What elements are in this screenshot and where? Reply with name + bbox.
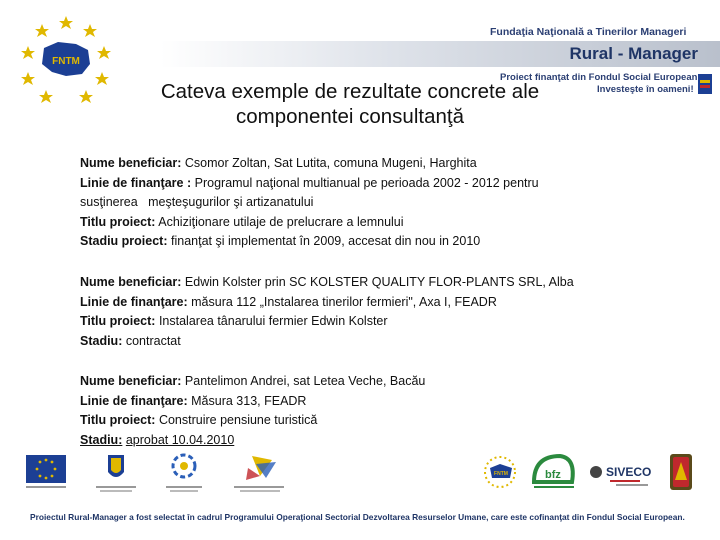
project-title-value: Instalarea tânarului fermier Edwin Kolster	[158, 314, 388, 328]
project-title-label: Titlu proiect:	[80, 413, 156, 427]
stage-value: contractat	[125, 333, 181, 348]
financing-label: Linie de finanţare:	[80, 393, 188, 408]
bfz-logo-text: bfz	[545, 469, 561, 481]
project-stage-row	[80, 232, 680, 252]
siveco-logo-text: SIVECO	[606, 465, 652, 479]
footer-disclaimer: Proiectul Rural-Manager a fost selectat în cadrul Programului Operaţional Sectorial Dezvoltarea Resurselor Umane, care este cofinanţat din Fondul Social European.	[30, 512, 685, 522]
beneficiary-label: Nume beneficiar:	[80, 275, 182, 289]
slide-title-line1: Cateva exemple de rezultate concrete ale	[160, 80, 540, 103]
fntm-small-logo-text: FNTM	[494, 471, 508, 477]
financing-label: Linie de finanţare :	[80, 175, 192, 190]
beneficiary-label: Nume beneficiar:	[80, 374, 182, 388]
program-title: Rural - Manager	[569, 44, 698, 63]
partner-logos-strip	[20, 452, 710, 502]
project-stage-label: Stadiu proiect:	[80, 234, 168, 248]
stage-label: Stadiu:	[80, 333, 123, 348]
stage-value: aprobat 10.04.2010	[125, 432, 235, 447]
project-title-value: Construire pensiune turistică	[158, 413, 318, 427]
coat-of-arms-icon	[96, 455, 136, 492]
financing-value: Măsura 313, FEADR	[191, 393, 307, 408]
amposdru-logo-icon	[166, 455, 202, 492]
project-title-label: Titlu proiect:	[80, 214, 156, 229]
project-title-value: Achiziţionare utilaje de prelucrare a lemnului	[158, 214, 404, 229]
beneficiary-value: Edwin Kolster prin SC KOLSTER QUALITY FLOR-PLANTS SRL, Alba	[184, 275, 574, 289]
project-title-row	[80, 213, 680, 233]
beneficiary-label: Nume beneficiar:	[80, 156, 182, 170]
example-block-1	[80, 154, 680, 252]
beneficiary-value: Pantelimon Andrei, sat Letea Veche, Bacău	[184, 374, 426, 388]
financing-value: măsura 112 „Instalarea tinerilor fermieri", Axa I, FEADR	[191, 294, 497, 309]
financing-row-cont: susţinerea meşteşugurilor şi artizanatului	[80, 195, 314, 209]
eu-flag-icon	[26, 455, 66, 488]
beneficiary-value: Csomor Zoltan, Sat Lutita, comuna Mugeni, Harghita	[184, 156, 477, 170]
partner-emblem-icon	[670, 454, 692, 490]
financing-label: Linie de finanţare:	[80, 294, 188, 309]
project-title-label: Titlu proiect:	[80, 314, 156, 328]
project-title-row	[80, 312, 680, 332]
financing-row	[80, 392, 680, 412]
stage-row	[80, 332, 680, 352]
esf-flag-icon	[698, 74, 712, 94]
stage-row	[80, 431, 680, 451]
example-block-2	[80, 273, 680, 351]
project-title-row	[80, 411, 680, 431]
slide-title	[90, 79, 610, 129]
bfz-logo-icon	[534, 456, 574, 488]
siveco-logo-icon	[590, 465, 651, 486]
stage-label: Stadiu:	[80, 432, 123, 447]
example-block-3	[80, 372, 680, 450]
beneficiary-row	[80, 372, 680, 392]
foundation-name: Fundaţia Naţională a Tinerilor Manageri	[490, 26, 687, 38]
structural-instruments-logo-icon	[234, 456, 284, 492]
beneficiary-row	[80, 154, 680, 174]
fntm-small-logo-icon	[485, 457, 515, 487]
beneficiary-row	[80, 273, 680, 293]
funding-slogan: Investeşte în oameni!	[597, 84, 694, 95]
project-stage-value: finanţat şi implementat în 2009, accesat din nou in 2010	[171, 234, 481, 248]
slide-title-line2: componentei consultanţă	[236, 105, 464, 128]
financing-value: Programul naţional multianual pe perioada 2002 - 2012 pentru	[194, 175, 539, 190]
fntm-logo-text: FNTM	[52, 56, 80, 67]
financing-row	[80, 293, 680, 313]
financing-row	[80, 174, 680, 194]
funding-subtitle: Proiect finanţat din Fondul Social European	[500, 72, 698, 83]
